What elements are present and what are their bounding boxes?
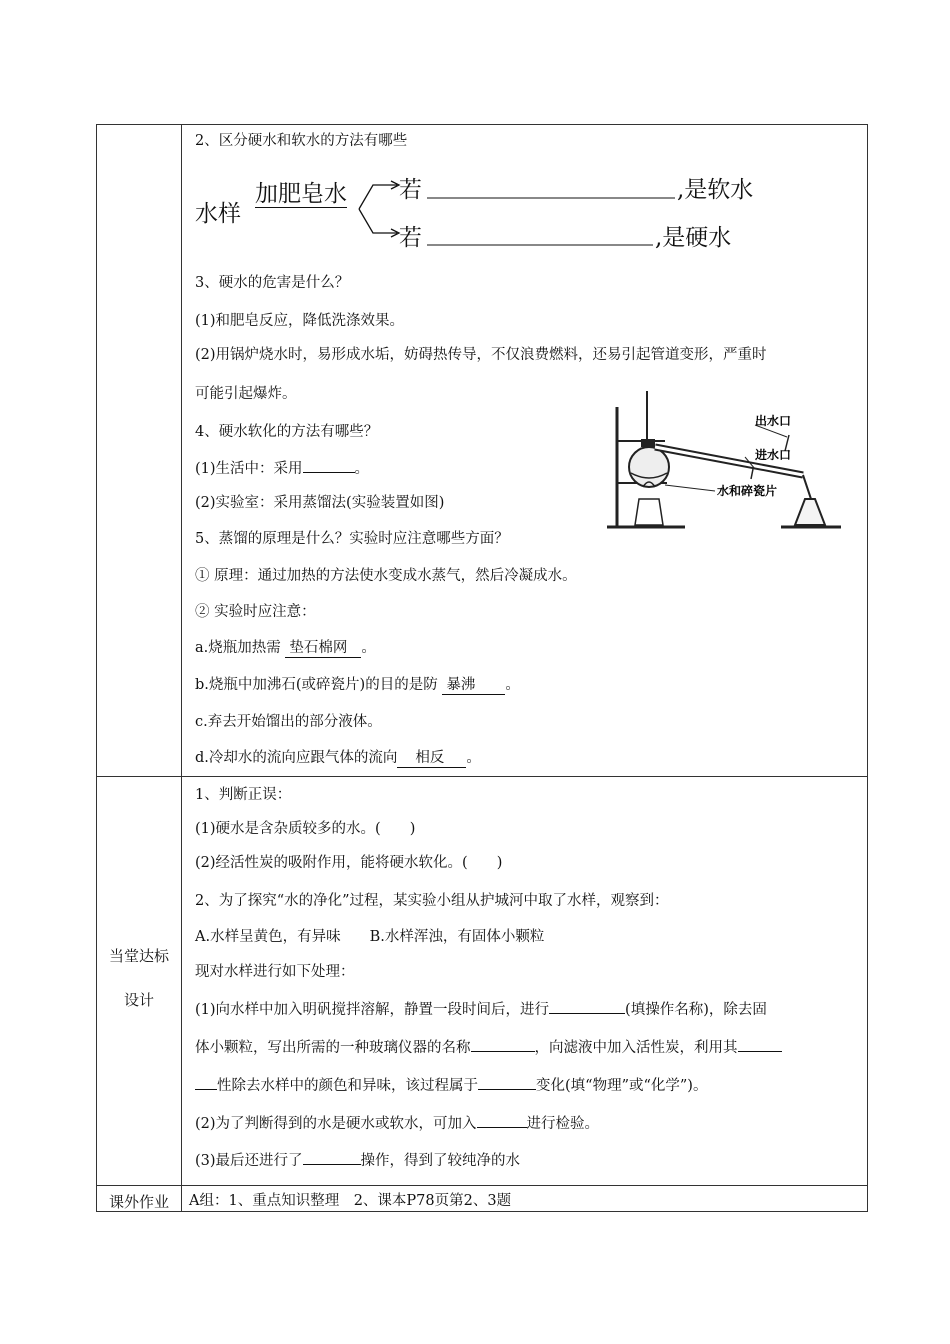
answer-blank xyxy=(471,1037,535,1052)
practice-1-item-1: (1)硬水是含杂质较多的水。( ) xyxy=(195,821,416,837)
practice-2-line-1-b: (填操作名称)，除去固 xyxy=(625,1002,767,1018)
row-divider xyxy=(97,776,867,777)
diagram-reagent: 加肥皂水 xyxy=(255,181,347,207)
q4-answer-2: (2)实验室：采用蒸馏法(实验装置如图) xyxy=(195,495,445,511)
soap-test-diagram xyxy=(195,173,795,253)
q5-title: 5、蒸馏的原理是什么？实验时应注意哪些方面？ xyxy=(195,531,509,547)
q5-item-d xyxy=(195,748,481,768)
answer-blank xyxy=(195,1075,217,1090)
diagram-sample: 水样 xyxy=(195,201,241,227)
practice-2-intro: 现对水样进行如下处理： xyxy=(195,964,355,980)
answer-blank xyxy=(477,1113,527,1128)
q3-answer-1: (1)和肥皂反应，降低洗涤效果。 xyxy=(195,313,405,329)
distillation-apparatus-figure xyxy=(605,387,845,535)
q5-item-a xyxy=(195,638,376,658)
row-label-homework: 课外作业 xyxy=(108,1193,169,1211)
q3-title: 3、硬水的危害是什么？ xyxy=(195,275,350,291)
practice-2-line-4-a: (2)为了判断得到的水是硬水或软水，可加入 xyxy=(195,1116,477,1132)
row-label-practice-1: 当堂达标 xyxy=(108,947,169,965)
homework-content: A组：1、重点知识整理 2、课本P78页第2、3题 xyxy=(189,1193,512,1209)
figure-label-inlet: 进水口 xyxy=(755,448,792,462)
q5-item-d-answer: 相反 xyxy=(397,749,466,768)
practice-2-line-5 xyxy=(195,1150,520,1171)
q5-item-d-end: 。 xyxy=(466,750,481,766)
practice-2-line-5-b: 操作，得到了较纯净的水 xyxy=(360,1153,521,1169)
q5-item-d-text: d.冷却水的流向应跟气体的流向 xyxy=(195,750,398,766)
column-divider xyxy=(181,125,182,1211)
practice-2-line-1 xyxy=(195,999,767,1020)
q4-answer-1-end: 。 xyxy=(354,461,370,477)
q4-title: 4、硬水软化的方法有哪些？ xyxy=(195,424,379,440)
q5-item-b-answer: 暴沸 xyxy=(442,676,505,695)
practice-2-line-4 xyxy=(195,1113,599,1134)
diagram-if-1: 若 xyxy=(399,177,422,203)
answer-blank xyxy=(303,458,355,473)
q5-item-a-answer: 垫石棉网 xyxy=(285,639,361,658)
answer-blank xyxy=(478,1075,536,1090)
q5-item-b-text: b.烧瓶中加沸石(或碎瓷片)的目的是防 xyxy=(195,677,438,693)
lesson-table xyxy=(96,124,868,1212)
q5-item-b xyxy=(195,675,520,695)
q4-answer-1 xyxy=(195,458,369,479)
answer-blank xyxy=(303,1150,361,1165)
q3-answer-2-cont: 可能引起爆炸。 xyxy=(195,386,297,402)
figure-label-chips: 水和碎瓷片 xyxy=(717,484,778,498)
practice-2-observations: A.水样呈黄色，有异味 B.水样浑浊，有固体小颗粒 xyxy=(195,929,545,945)
practice-2-line-3 xyxy=(195,1075,707,1096)
practice-2-line-3-b: 变化(填“物理”或“化学”)。 xyxy=(536,1078,708,1094)
figure-label-outlet: 出水口 xyxy=(755,414,792,428)
q3-answer-2: (2)用锅炉烧水时，易形成水垢，妨碍热传导，不仅浪费燃料，还易引起管道变形，严重时 xyxy=(195,347,767,363)
q4-answer-1-text: (1)生活中：采用 xyxy=(195,461,303,477)
diagram-hard: ,是硬水 xyxy=(655,225,732,251)
practice-2-line-4-b: 进行检验。 xyxy=(526,1116,600,1132)
row-label-practice-2: 设计 xyxy=(123,991,154,1009)
practice-2-line-2 xyxy=(195,1037,782,1058)
practice-2-line-1-a: (1)向水样中加入明矾搅拌溶解，静置一段时间后，进行 xyxy=(195,1002,550,1018)
q5-item-a-text: a.烧瓶加热需 xyxy=(195,640,281,656)
q2-title: 2、区分硬水和软水的方法有哪些 xyxy=(195,133,408,149)
practice-2-title: 2、为了探究“水的净化”过程，某实验小组从护城河中取了水样，观察到： xyxy=(195,893,669,909)
answer-blank xyxy=(738,1037,782,1052)
row-divider xyxy=(97,1185,867,1186)
practice-2-line-2-a: 体小颗粒，写出所需的一种玻璃仪器的名称 xyxy=(195,1040,471,1056)
practice-1-item-2: (2)经活性炭的吸附作用，能将硬水软化。( ) xyxy=(195,855,503,871)
practice-1-title: 1、判断正误： xyxy=(195,787,292,803)
diagram-if-2: 若 xyxy=(399,225,422,251)
practice-2-line-5-a: (3)最后还进行了 xyxy=(195,1153,303,1169)
practice-2-line-3-a: 性除去水样中的颜色和异味，该过程属于 xyxy=(217,1078,478,1094)
diagram-soft: ,是软水 xyxy=(677,177,754,203)
practice-2-line-2-b: ，向滤液中加入活性炭，利用其 xyxy=(534,1040,738,1056)
answer-blank xyxy=(549,999,625,1014)
q5-item-a-end: 。 xyxy=(361,640,376,656)
q5-principle: ① 原理：通过加热的方法使水变成水蒸气，然后冷凝成水。 xyxy=(195,568,577,584)
q5-item-b-end: 。 xyxy=(505,677,520,693)
q5-note: ② 实验时应注意： xyxy=(195,604,316,620)
q5-item-c: c.弃去开始馏出的部分液体。 xyxy=(195,714,382,730)
